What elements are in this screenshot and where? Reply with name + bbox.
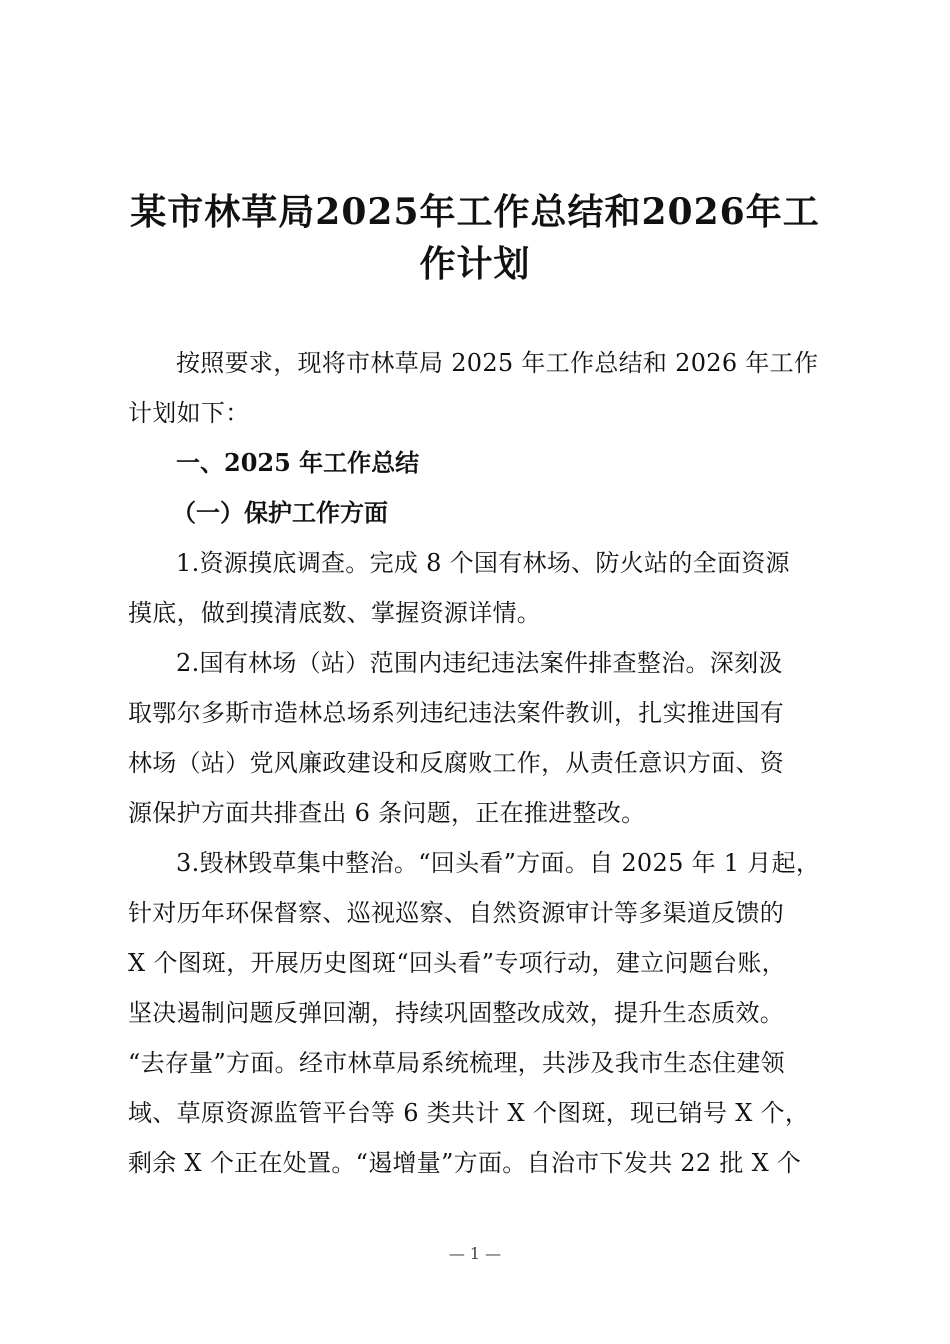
text-line: “去存量”方面。经市林草局系统梳理，共涉及我市生态住建领 [128, 1049, 785, 1077]
subsection-heading: （一）保护工作方面 [172, 498, 388, 527]
text-line: 1.资源摸底调查。完成 8 个国有林场、防火站的全面资源 [176, 549, 790, 577]
page-number: — 1 — [448, 1244, 502, 1263]
text-line: 坚决遏制问题反弹回潮，持续巩固整改成效，提升生态质效。 [128, 999, 785, 1027]
text-line: 2.国有林场（站）范围内违纪违法案件排查整治。深刻汲 [176, 649, 783, 677]
text-line: 摸底，做到摸清底数、掌握资源详情。 [128, 599, 542, 627]
text-line: X 个图斑，开展历史图斑“回头看”专项行动，建立问题台账， [128, 949, 786, 977]
section-heading: 一、2025 年工作总结 [176, 448, 420, 477]
text-line: 取鄂尔多斯市造林总场系列违纪违法案件教训，扎实推进国有 [128, 699, 785, 727]
item-2-paragraph [128, 638, 823, 838]
text-line: 源保护方面共排查出 6 条问题，正在推进整改。 [128, 799, 646, 827]
text-line: 按照要求，现将市林草局 2025 年工作总结和 2026 年工作 [176, 349, 819, 377]
item-1-paragraph [128, 538, 823, 638]
document-title [120, 186, 830, 290]
text-line: 针对历年环保督察、巡视巡察、自然资源审计等多渠道反馈的 [128, 899, 785, 927]
text-line: 剩余 X 个正在处置。“遏增量”方面。自治市下发共 22 批 X 个 [128, 1149, 802, 1177]
document-body [128, 338, 823, 1188]
text-line: 域、草原资源监管平台等 6 类共计 X 个图斑，现已销号 X 个， [128, 1099, 810, 1127]
intro-paragraph [128, 338, 823, 438]
text-line: 3.毁林毁草集中整治。“回头看”方面。自 2025 年 1 月起， [176, 849, 821, 877]
title-line-1: 某市林草局2025年工作总结和2026年工 [130, 191, 820, 233]
title-line-2: 作计划 [419, 243, 531, 285]
item-3-paragraph [128, 838, 823, 1188]
text-line: 计划如下： [128, 399, 250, 427]
text-line: 林场（站）党风廉政建设和反腐败工作，从责任意识方面、资 [128, 749, 785, 777]
